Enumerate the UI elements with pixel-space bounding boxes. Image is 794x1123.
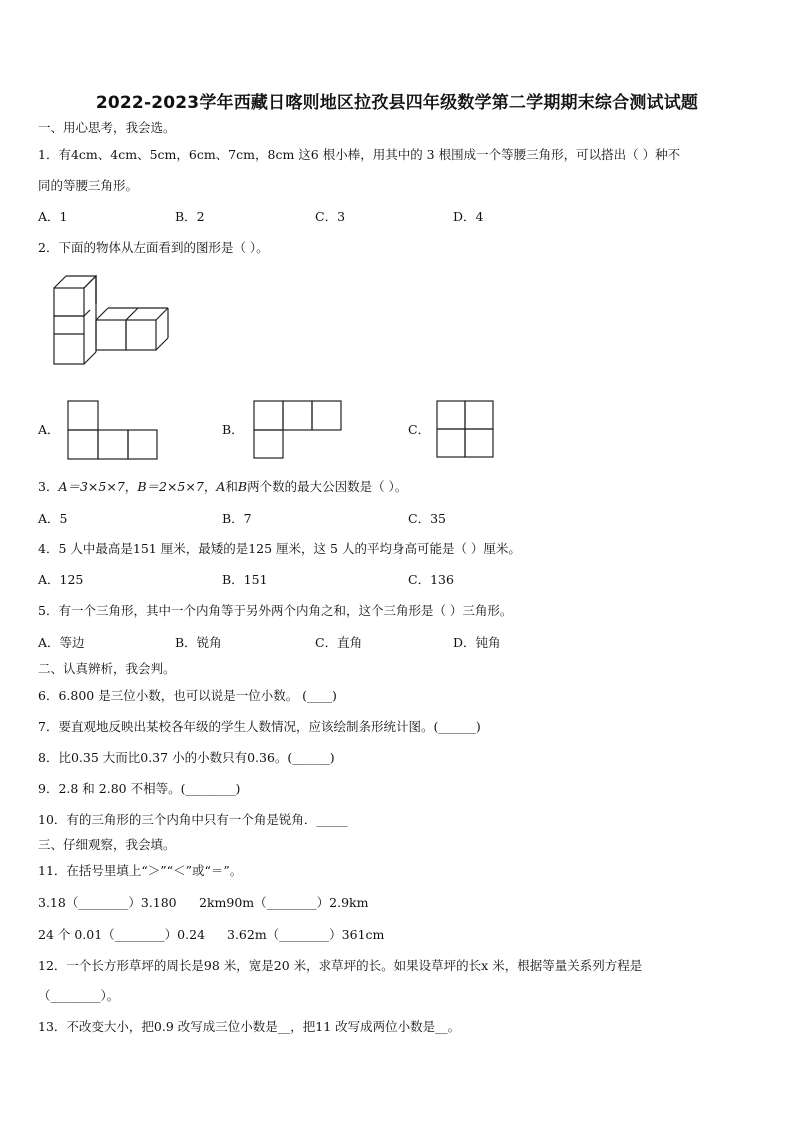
- question-7-text: 7．要直观地反映出某校各年级的学生人数情况，应该绘制条形统计图。(______): [38, 719, 481, 734]
- question-1-option-c[interactable]: C．3: [315, 209, 346, 224]
- question-5-text: 5．有一个三角形，其中一个内角等于另外两个内角之和，这个三角形是（ ）三角形。: [38, 603, 513, 618]
- section-heading-judge: 二、认真辨析，我会判。: [38, 661, 176, 676]
- question-3-prefix: 3．: [38, 479, 59, 494]
- question-13-text: 13．不改变大小，把0.9 改写成三位小数是__，把11 改写成两位小数是__。: [38, 1019, 461, 1034]
- question-3-text: [38, 479, 407, 495]
- question-3-option-b[interactable]: B．7: [222, 511, 252, 526]
- page-title: 2022-2023学年西藏日喀则地区拉孜县四年级数学第二学期期末综合测试试题: [95, 93, 699, 113]
- question-11-item-4: 3.62m（________）361cm: [227, 927, 385, 942]
- section-heading-fill: 三、仔细观察，我会填。: [38, 837, 176, 852]
- question-1-text-cont: 同的等腰三角形。: [38, 178, 139, 193]
- question-11-item-1: 3.18（________）3.180: [38, 895, 177, 910]
- view-shape-b: [253, 400, 343, 460]
- question-5-option-d[interactable]: D．钝角: [453, 635, 501, 650]
- cube-stack-figure: [50, 272, 162, 368]
- variable-a: A: [216, 479, 226, 494]
- question-9-text: 9．2.8 和 2.80 不相等。(________): [38, 781, 241, 796]
- question-2-option-a[interactable]: A．: [38, 422, 60, 437]
- question-2-option-b[interactable]: B．: [222, 422, 244, 437]
- question-4-option-c[interactable]: C．136: [408, 572, 454, 587]
- question-4-option-a[interactable]: A．125: [38, 572, 84, 587]
- question-5-option-c[interactable]: C．直角: [315, 635, 363, 650]
- section-heading-choice: 一、用心思考，我会选。: [38, 120, 176, 135]
- question-1-option-d[interactable]: D．4: [453, 209, 484, 224]
- expression-b: B＝2×5×7: [137, 479, 204, 494]
- question-1-text: 1．有4cm、4cm、5cm，6cm、7cm，8cm 这6 根小棒，用其中的 3 根围成一个等腰三角形，可以搭出（ ）种不: [38, 147, 681, 162]
- question-10-text: 10．有的三角形的三个内角中只有一个角是锐角．_____: [38, 812, 348, 827]
- question-4-option-b[interactable]: B．151: [222, 572, 268, 587]
- question-3-option-c[interactable]: C．35: [408, 511, 446, 526]
- expression-a: A＝3×5×7: [58, 479, 125, 494]
- question-5-option-b[interactable]: B．锐角: [175, 635, 222, 650]
- question-2-option-c[interactable]: C．: [408, 422, 431, 437]
- question-11-item-2: 2km90m（________）2.9km: [199, 895, 369, 910]
- question-11-text: 11．在括号里填上“＞”“＜”或“＝”。: [38, 863, 243, 878]
- question-11-item-3: 24 个 0.01（________）0.24: [38, 927, 206, 942]
- question-6-text: 6．6.800 是三位小数，也可以说是一位小数。 (____): [38, 688, 337, 703]
- question-2-text: 2．下面的物体从左面看到的图形是（ ）。: [38, 240, 269, 255]
- question-3-option-a[interactable]: A．5: [38, 511, 68, 526]
- question-3-comma: ，: [203, 479, 217, 494]
- question-3-and: 和: [225, 479, 238, 494]
- question-1-option-b[interactable]: B．2: [175, 209, 205, 224]
- view-shape-a: [67, 400, 159, 460]
- view-shape-c: [436, 400, 496, 460]
- question-5-option-a[interactable]: A．等边: [38, 635, 85, 650]
- question-8-text: 8．比0.35 大而比0.37 小的小数只有0.36。(______): [38, 750, 335, 765]
- question-12-text: 12．一个长方形草坪的周长是98 米，宽是20 米，求草坪的长。如果设草坪的长x 米，根据等量关系列方程是: [38, 958, 643, 973]
- question-4-text: 4．5 人中最高是151 厘米，最矮的是125 厘米，这 5 人的平均身高可能是（ ）厘米。: [38, 541, 521, 556]
- variable-b: B: [237, 479, 248, 494]
- question-12-text-cont: （________）。: [38, 988, 120, 1003]
- question-1-option-a[interactable]: A．1: [38, 209, 68, 224]
- question-3-separator: ，: [124, 479, 138, 494]
- question-3-suffix: 两个数的最大公因数是（ ）。: [247, 479, 408, 494]
